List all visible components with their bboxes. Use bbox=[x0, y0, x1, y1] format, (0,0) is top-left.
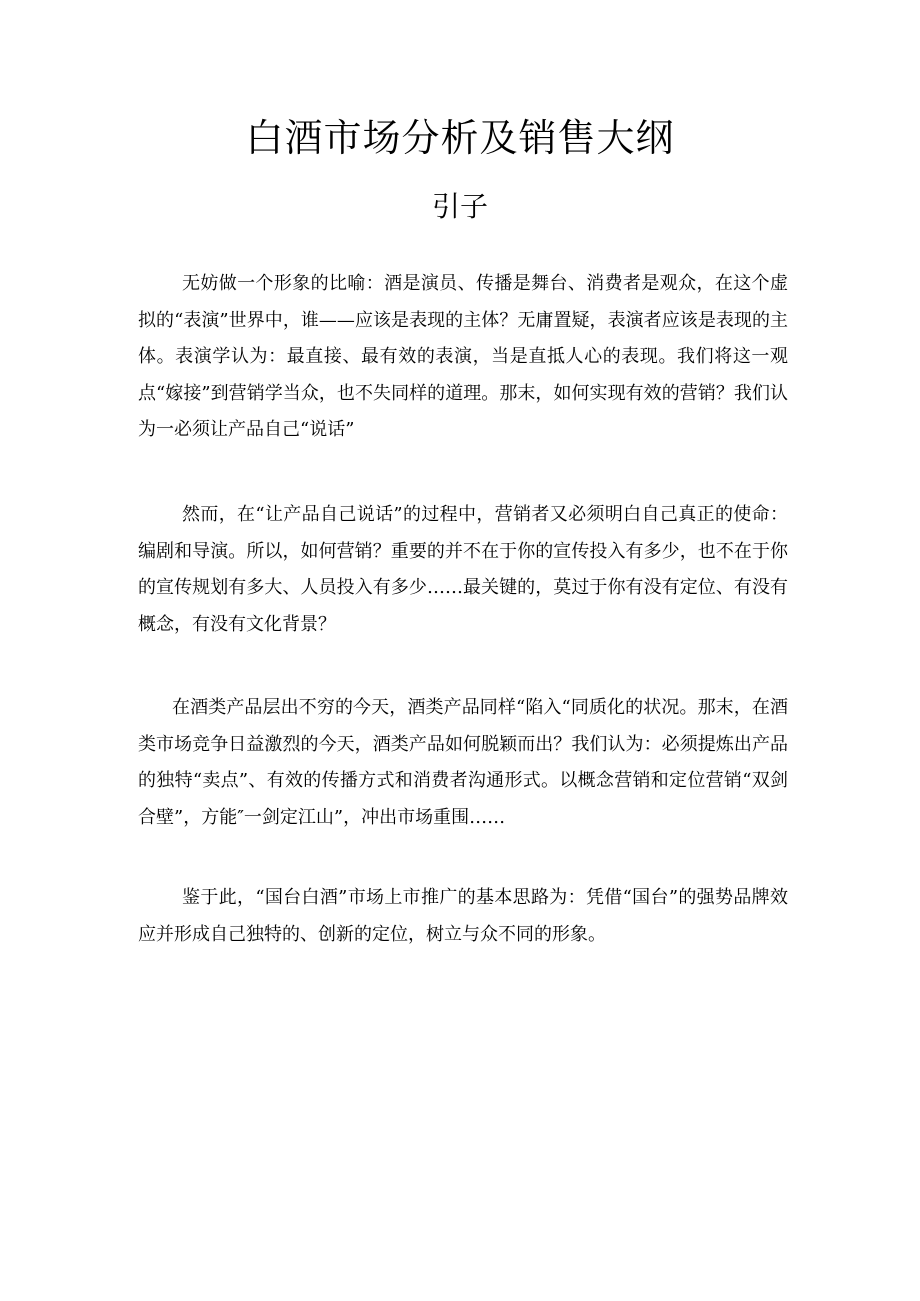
paragraph-1: 无妨做一个形象的比喻：酒是演员、传播是舞台、消费者是观众，在这个虚拟的“表演”世界中，谁——应该是表现的主体？无庸置疑，表演者应该是表现的主体。表演学认为：最直接、最有效的表演，当是直抵人心的表现。我们将这一观点“嫁接”到营销学当众，也不失同样的道理。那末，如何实现有效的营销？我们认为一必须让产品自己“说话” bbox=[138, 273, 788, 440]
paragraph-2: 然而，在“让产品自己说话”的过程中，营销者又必须明白自己真正的使命：编剧和导演。所以，如何营销？重要的并不在于你的宣传投入有多少，也不在于你的宣传规划有多大、人员投入有多少……最关键的，莫过于你有没有定位、有没有概念，有没有文化背景？ bbox=[138, 504, 788, 635]
document-title: 白酒市场分析及销售大纲 bbox=[245, 116, 675, 160]
paragraph-3: 在酒类产品层出不穷的今天，酒类产品同样“陷入“同质化的状况。那末，在酒类市场竞争日益激烈的今天，酒类产品如何脱颖而出？我们认为：必须提炼出产品的独特“卖点”、有效的传播方式和消费者沟通形式。以概念营销和定位营销“双剑合壁”，方能″一剑定江山”，冲出市场重围…… bbox=[138, 697, 788, 828]
paragraph-4: 鉴于此，“国台白酒”市场上市推广的基本思路为：凭借“国台”的强势品牌效应并形成自己独特的、创新的定位，树立与众不同的形象。 bbox=[138, 887, 788, 945]
section-heading: 引子 bbox=[431, 190, 488, 223]
